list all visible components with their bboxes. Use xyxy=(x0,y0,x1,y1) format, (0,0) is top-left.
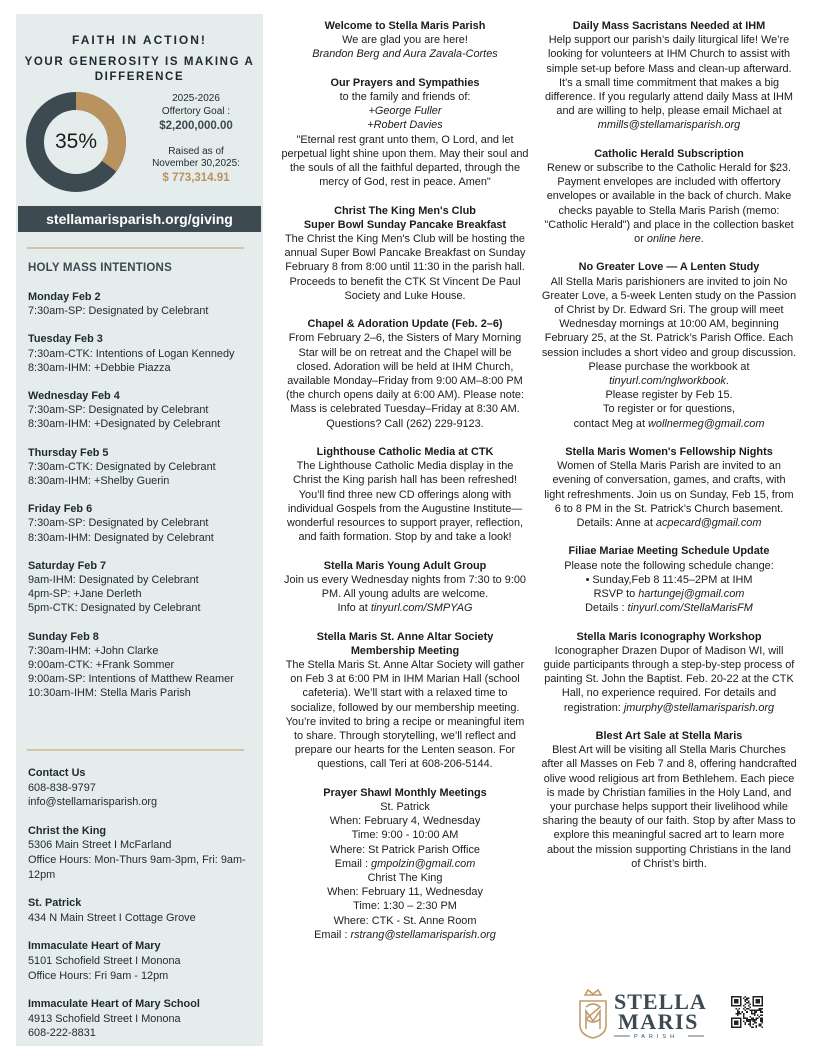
qr-module xyxy=(754,1020,756,1022)
info-prefix: Info at xyxy=(337,602,371,615)
meeting-email-line xyxy=(281,857,529,871)
mass-intention: 5pm-CTK: Designated by Celebrant xyxy=(28,602,201,615)
qr-module xyxy=(745,1007,747,1009)
logo-line-2: MARIS xyxy=(618,1009,699,1034)
qr-module xyxy=(757,1010,759,1012)
article-title: No Greater Love — A Lenten Study xyxy=(578,261,760,274)
article-body: Please note the following schedule change: xyxy=(564,559,774,572)
qr-module xyxy=(760,1010,762,1012)
qr-module xyxy=(758,1010,760,1012)
qr-module xyxy=(748,1023,750,1025)
qr-module xyxy=(746,1002,748,1004)
herald-article xyxy=(541,147,797,246)
blest-art-article xyxy=(541,729,797,871)
goal-year: 2025-2026 xyxy=(172,93,220,104)
qr-module xyxy=(761,1014,763,1016)
divider xyxy=(27,247,244,249)
contact-address: 434 N Main Street I Cottage Grove xyxy=(28,911,196,924)
qr-module xyxy=(749,1016,751,1018)
qr-module xyxy=(752,1019,754,1021)
qr-module xyxy=(749,1007,751,1009)
mass-intention: 7:30am-CTK: Designated by Celebrant xyxy=(28,460,216,473)
qr-module xyxy=(748,1002,750,1004)
chapel-article xyxy=(281,317,529,431)
mass-day-name: Tuesday Feb 3 xyxy=(28,333,103,346)
qr-module xyxy=(754,1010,756,1012)
logo-line-1: STELLA xyxy=(614,989,707,1014)
article-body xyxy=(541,33,797,132)
qr-module xyxy=(760,1020,762,1022)
contact-phone[interactable]: 608-838-9797 xyxy=(28,781,96,794)
contact-line xyxy=(541,417,797,431)
mass-intention: 10:30am-IHM: Stella Maris Parish xyxy=(28,687,191,700)
qr-module xyxy=(751,1017,753,1019)
qr-module xyxy=(746,1020,748,1022)
mass-day-name: Monday Feb 2 xyxy=(28,291,101,303)
raised-amount: $ 773,314.91 xyxy=(162,171,230,184)
qr-module xyxy=(748,1005,750,1007)
article-body: to the family and friends of: xyxy=(339,91,471,103)
article-subtitle: Membership Meeting xyxy=(350,644,460,657)
article-title: Filiae Mariae Meeting Schedule Update xyxy=(568,545,770,558)
contact-address: 5306 Main Street I McFarland xyxy=(28,839,172,852)
rsvp-line xyxy=(541,587,797,601)
qr-module xyxy=(760,1017,762,1019)
article-body: We are glad you are here! xyxy=(342,34,468,47)
details-prefix: Details: Anne at xyxy=(576,517,656,530)
qr-module xyxy=(745,996,747,998)
mass-intention: 8:30am-IHM: +Debbie Piazza xyxy=(28,361,171,374)
mass-day xyxy=(28,389,258,432)
article-title: Chapel & Adoration Update (Feb. 2–6) xyxy=(307,318,503,331)
schedule-item: • Sunday,Feb 8 11:45–2PM at IHM xyxy=(585,573,753,586)
meeting-where: Where: CTK - St. Anne Room xyxy=(333,914,477,927)
contact-hours: Office Hours: Mon-Thurs 9am-3pm, Fri: 9am-12pm xyxy=(28,853,246,881)
qr-module xyxy=(755,1017,757,1019)
contact-block xyxy=(28,997,258,1041)
article-body: Women of Stella Maris Parish are invited to an evening of conversation, games, and crafts, with light refreshments. Join us on Sunday, Feb 15, from 6 to 8 PM in the St. Patrick’s Church basement. xyxy=(544,460,794,515)
welcome-names: Brandon Berg and Aura Zavala-Cortes xyxy=(312,48,498,61)
contact-name: Immaculate Heart of Mary School xyxy=(28,998,200,1011)
qr-module xyxy=(752,1026,754,1028)
register-line: To register or for questions, xyxy=(603,403,735,416)
altar-society-article xyxy=(281,630,529,772)
prayer-shawl-article xyxy=(281,786,529,942)
qr-module xyxy=(737,1013,739,1015)
qr-module xyxy=(749,1023,751,1025)
contact-name: St. Patrick xyxy=(28,897,82,910)
qr-module xyxy=(754,1019,756,1021)
details-email[interactable]: acpecard@gmail.com xyxy=(655,517,762,530)
stella-maris-logo xyxy=(576,987,716,1039)
qr-module xyxy=(761,1011,763,1013)
mass-day xyxy=(28,630,258,701)
prayer-text: "Eternal rest grant unto them, O Lord, and let perpetual light shine upon them. May their soul and the souls of all the faithful departed, through the mercy of God, rest in peace. Amen" xyxy=(281,133,529,189)
qr-module xyxy=(739,1011,741,1013)
qr-module xyxy=(751,1026,753,1028)
lenten-study-article xyxy=(541,260,797,430)
email-prefix: Email : xyxy=(314,928,351,941)
qr-module xyxy=(761,1026,763,1028)
qr-module xyxy=(761,1008,763,1010)
qr-module xyxy=(758,1008,760,1010)
mass-day-name: Wednesday Feb 4 xyxy=(28,390,120,403)
mass-day-name: Friday Feb 6 xyxy=(28,503,93,516)
mass-day xyxy=(28,446,258,489)
details-link[interactable]: tinyurl.com/StellaMarisFM xyxy=(627,602,753,615)
goal-label: Offertory Goal : xyxy=(161,105,231,117)
qr-module xyxy=(761,1019,763,1021)
article-body xyxy=(541,161,797,246)
qr-module xyxy=(746,1008,748,1010)
article-text-suffix: . xyxy=(700,233,704,246)
qr-module xyxy=(760,1023,762,1025)
logo-tagline: PARISH xyxy=(634,1034,679,1039)
qr-module xyxy=(758,1023,760,1025)
qr-module xyxy=(743,1017,745,1019)
details-prefix: Details : xyxy=(585,602,628,615)
article-title: Welcome to Stella Maris Parish xyxy=(324,20,486,32)
article-title: Blest Art Sale at Stella Maris xyxy=(595,730,743,743)
mens-club-article xyxy=(281,204,529,303)
qr-module xyxy=(760,1008,762,1010)
article-body: Join us every Wednesday nights from 7:30 to 9:00 PM. All young adults are welcome. xyxy=(284,573,526,601)
contact-address: 5101 Schofield Street I Monona xyxy=(28,954,181,967)
meeting-email-line xyxy=(281,928,529,942)
meeting-when: When: February 11, Wednesday xyxy=(327,886,483,899)
article-text: Iconographer Drazen Dupor of Madison WI, will guide participants through a step-by-step process of painting St. John the Baptist. Feb. 20-22 at the CTK Hall, no experience required. For details and registration: xyxy=(543,644,795,714)
right-column xyxy=(541,19,797,885)
qr-module xyxy=(760,1019,762,1021)
info-line xyxy=(281,601,529,615)
qr-finder xyxy=(755,999,760,1004)
qr-module xyxy=(749,1025,751,1027)
qr-module xyxy=(761,1022,763,1024)
article-text: Help support our parish’s daily liturgical life! We’re looking for volunteers at IHM Church to assist with simple set-up before Mass and clean-up afterward. It’s a small time commitment that makes a big difference. If you regularly attend daily Mass at IHM and are willing to help, please email Michael at xyxy=(545,34,793,118)
mass-intention: 9am-IHM: Designated by Celebrant xyxy=(28,574,199,587)
middle-column xyxy=(281,19,529,956)
qr-module xyxy=(755,1022,757,1024)
meeting-email[interactable]: gmpolzin@gmail.com xyxy=(371,857,476,870)
contact-block xyxy=(28,824,258,882)
qr-module xyxy=(751,1013,753,1015)
qr-module xyxy=(748,1020,750,1022)
qr-module xyxy=(748,1019,750,1021)
mass-intention: 7:30am-SP: Designated by Celebrant xyxy=(28,517,209,530)
filiae-mariae-article xyxy=(541,544,797,615)
qr-module xyxy=(746,1017,748,1019)
qr-module xyxy=(761,1020,763,1022)
lighthouse-article xyxy=(281,445,529,544)
goal-amount: $2,200,000.00 xyxy=(159,120,233,132)
qr-module xyxy=(757,1017,759,1019)
article-body: From February 2–6, the Sisters of Mary Morning Star will be on retreat and the Chapel will be closed. Adoration will be held at IHM Church, available Monday–Friday from 9:00 AM–8:00 PM (the church opens daily at 6:00 AM). Please note: Mass is celebrated Tuesday–Friday at 8:30 AM. Questions? Call (262) 229-9123. xyxy=(286,332,524,430)
contact-block xyxy=(28,896,258,925)
deceased-name: +George Fuller xyxy=(368,105,442,118)
contact-email[interactable]: info@stellamarisparish.org xyxy=(28,796,158,809)
meeting-where: Where: St Patrick Parish Office xyxy=(330,843,480,856)
article-body: Blest Art will be visiting all Stella Maris Churches after all Masses on Feb 7 and 8, offering handcrafted olive wood religious art from Bethlehem. Each piece is made by Christian families in the Holy Land, and your purchase helps support their livelihood while sharing the beauty of our faith. Stop by after Mass to explore this meaningful sacred art to learn more about the mission supporting Christians in the land of Christ’s birth. xyxy=(541,744,797,870)
contact-prefix: contact Meg at xyxy=(573,417,649,430)
article-title: Daily Mass Sacristans Needed at IHM xyxy=(572,20,766,32)
qr-module xyxy=(745,1001,747,1003)
qr-module xyxy=(751,1019,753,1021)
meeting-when: When: February 4, Wednesday xyxy=(329,815,481,828)
qr-module xyxy=(755,1010,757,1012)
qr-module xyxy=(745,1017,747,1019)
qr-module xyxy=(746,1011,748,1013)
qr-finder xyxy=(734,999,739,1004)
qr-module xyxy=(758,1025,760,1027)
contact-name: Contact Us xyxy=(28,767,86,779)
sidebar-panel xyxy=(16,14,263,1046)
qr-module xyxy=(760,1025,762,1027)
mass-intentions-list xyxy=(28,290,258,715)
qr-module xyxy=(754,1011,756,1013)
qr-module xyxy=(737,1011,739,1013)
article-title: Stella Maris Young Adult Group xyxy=(323,559,487,572)
mass-intention: 8:30am-IHM: Designated by Celebrant xyxy=(28,531,214,544)
article-text: All Stella Maris parishioners are invited to join No Greater Love, a 5-week Lenten study on the Passion of Christ by Dr. Edward Sri. The group will meet Wednesday mornings at 10:00 AM, beginning February 25, at the St. Patrick’s Parish Office. Each session includes a short video and group discussion. Please purchase the workbook at xyxy=(541,275,797,373)
mass-intention: 7:30am-CTK: Intentions of Logan Kennedy xyxy=(28,347,235,360)
welcome-article xyxy=(281,19,529,62)
rsvp-email[interactable]: hartungej@gmail.com xyxy=(638,588,745,601)
qr-module xyxy=(751,1011,753,1013)
qr-module xyxy=(752,1023,754,1025)
qr-module xyxy=(755,1025,757,1027)
deceased-name: +Robert Davies xyxy=(367,119,443,132)
mass-intention: 9:00am-CTK: +Frank Sommer xyxy=(28,659,175,672)
mass-intention: 4pm-SP: +Jane Derleth xyxy=(28,588,142,601)
qr-module xyxy=(745,1010,747,1012)
qr-module xyxy=(743,1005,745,1007)
contact-block xyxy=(28,766,258,810)
register-by: Please register by Feb 15. xyxy=(605,389,733,402)
qr-module xyxy=(748,1001,750,1003)
divider xyxy=(27,749,244,751)
article-subtitle: Super Bowl Sunday Pancake Breakfast xyxy=(303,218,507,231)
mass-day xyxy=(28,332,258,375)
article-body xyxy=(541,644,797,715)
article-body: All Stella Maris parishioners are invited to join No Greater Love, a 5-week Lenten study on the Passion of Christ by Dr. Edward Sri. The group will meet Wednesday mornings at 10:00 AM, beginning February 25, at the St. Patrick’s Parish Office. Each session includes a short video and group discussion. Please purchase the workbook at tinyurl.com/nglworkbook. xyxy=(541,275,797,388)
contact-name: Christ the King xyxy=(28,824,107,837)
registration-email[interactable]: jmurphy@stellamarisparish.org xyxy=(623,701,775,714)
qr-module xyxy=(737,1010,739,1012)
qr-module xyxy=(751,1010,753,1012)
qr-module xyxy=(752,1013,754,1015)
qr-module xyxy=(743,998,745,1000)
qr-module xyxy=(757,1014,759,1016)
rsvp-prefix: RSVP to xyxy=(593,588,639,601)
qr-module xyxy=(736,1008,738,1010)
location-name: Christ The King xyxy=(367,872,443,885)
mass-intentions-heading: HOLY MASS INTENTIONS xyxy=(28,262,172,274)
mass-day-name: Thursday Feb 5 xyxy=(28,446,109,459)
qr-module xyxy=(749,1004,751,1006)
article-title: Stella Maris Women's Fellowship Nights xyxy=(565,446,773,459)
location-name: St. Patrick xyxy=(380,801,430,814)
meeting-time: Time: 9:00 - 10:00 AM xyxy=(351,829,459,842)
article-title: Our Prayers and Sympathies xyxy=(330,76,480,89)
qr-module xyxy=(740,1013,742,1015)
mass-intention: 7:30am-SP: Designated by Celebrant xyxy=(28,404,209,417)
qr-module xyxy=(752,1020,754,1022)
qr-module xyxy=(742,1011,744,1013)
qr-module xyxy=(752,1010,754,1012)
qr-module xyxy=(745,1022,747,1024)
contact-block xyxy=(28,939,258,983)
qr-module xyxy=(758,1016,760,1018)
qr-module xyxy=(746,1019,748,1021)
mass-day xyxy=(28,502,258,545)
qr-module xyxy=(755,1019,757,1021)
giving-link[interactable]: stellamarisparish.org/giving xyxy=(18,206,261,232)
qr-module xyxy=(755,1011,757,1013)
article-title: Prayer Shawl Monthly Meetings xyxy=(323,786,487,799)
article-title: Catholic Herald Subscription xyxy=(594,147,744,160)
qr-module xyxy=(748,1008,750,1010)
contact-phone[interactable]: 608-222-8831 xyxy=(28,1027,96,1040)
qr-module xyxy=(749,1022,751,1024)
qr-module xyxy=(761,1017,763,1019)
qr-module xyxy=(754,1014,756,1016)
contact-email[interactable]: mmills@stellamarisparish.org xyxy=(597,119,741,132)
mass-intention: 8:30am-IHM: +Shelby Guerin xyxy=(28,475,170,488)
info-link[interactable]: tinyurl.com/SMPYAG xyxy=(370,602,473,615)
qr-module xyxy=(736,1013,738,1015)
qr-module xyxy=(748,998,750,1000)
qr-module xyxy=(743,1020,745,1022)
article-text: Renew or subscribe to the Catholic Herald for $23. Payment envelopes are included with offertory envelopes or available in the back of church. Make checks payable to Stella Maris Parish (memo: "Catholic Herald") and place in the collection basket or xyxy=(544,162,794,246)
prayers-article xyxy=(281,76,529,190)
mass-intention: 9:00am-SP: Intentions of Matthew Reamer xyxy=(28,673,234,686)
womens-fellowship-article xyxy=(541,445,797,530)
article-title: Stella Maris Iconography Workshop xyxy=(576,630,762,643)
qr-code[interactable] xyxy=(731,996,763,1028)
article-title: Stella Maris St. Anne Altar Society xyxy=(316,630,494,643)
mass-day xyxy=(28,290,258,318)
qr-module xyxy=(760,1014,762,1016)
offertory-goal-box xyxy=(128,93,264,184)
mass-day-name: Sunday Feb 8 xyxy=(28,630,99,643)
email-prefix: Email : xyxy=(334,857,372,870)
qr-module xyxy=(752,1017,754,1019)
sacristans-article xyxy=(541,19,797,133)
qr-module xyxy=(746,998,748,1000)
details-line xyxy=(541,516,797,530)
online-link[interactable]: online here xyxy=(646,233,701,246)
young-adult-article xyxy=(281,559,529,616)
qr-module xyxy=(739,1008,741,1010)
giving-subtitle: YOUR GENEROSITY IS MAKING A DIFFERENCE xyxy=(24,56,255,83)
raised-label-1: Raised as of xyxy=(168,145,224,157)
qr-module xyxy=(743,1008,745,1010)
contact-email[interactable]: wollnermeg@gmail.com xyxy=(648,417,765,430)
qr-module xyxy=(745,1023,747,1025)
qr-finder xyxy=(734,1020,739,1025)
qr-module xyxy=(743,1014,745,1016)
qr-module xyxy=(745,999,747,1001)
mass-day xyxy=(28,559,258,616)
mass-intention: 8:30am-IHM: +Designated by Celebrant xyxy=(28,418,221,431)
qr-module xyxy=(749,1010,751,1012)
meeting-time: Time: 1:30 – 2:30 PM xyxy=(353,900,457,913)
article-title: Lighthouse Catholic Media at CTK xyxy=(316,446,494,459)
qr-module xyxy=(749,1020,751,1022)
meeting-email[interactable]: rstrang@stellamarisparish.org xyxy=(350,928,496,941)
contact-hours: Office Hours: Fri 9am - 12pm xyxy=(28,969,169,982)
article-body: The Christ the King Men's Club will be hosting the annual Super Bowl Pancake Breakfast on Sunday February 8 from 8:00 until 11:30 in the parish hall. Proceeds to benefit the CTK St Vincent De Paul Society and Luke House. xyxy=(284,233,526,302)
qr-module xyxy=(743,1013,745,1015)
qr-module xyxy=(743,1016,745,1018)
giving-title: FAITH IN ACTION! xyxy=(72,33,207,47)
qr-module xyxy=(754,1022,756,1024)
contact-address: 4913 Schofield Street I Monona xyxy=(28,1012,181,1025)
crest-icon xyxy=(580,990,606,1038)
contact-name: Immaculate Heart of Mary xyxy=(28,940,161,953)
workbook-link[interactable]: tinyurl.com/nglworkbook xyxy=(609,375,726,388)
raised-label-2: November 30,2025: xyxy=(152,158,240,169)
qr-module xyxy=(754,1013,756,1015)
mass-intention: 7:30am-IHM: +John Clarke xyxy=(28,644,159,657)
contact-list xyxy=(28,766,258,1055)
qr-module xyxy=(749,1019,751,1021)
qr-module xyxy=(760,1011,762,1013)
progress-percent-label: 35% xyxy=(54,130,98,153)
mass-intention: 7:30am-SP: Designated by Celebrant xyxy=(28,305,209,318)
article-title: Christ The King Men's Club xyxy=(334,204,476,217)
details-line xyxy=(541,601,797,615)
qr-module xyxy=(739,1013,741,1015)
article-body: The Stella Maris St. Anne Altar Society will gather on Feb 3 at 6:00 PM in IHM Marian Hall (school cafeteria). We’ll start with a relaxed time to socialize, followed by our membership meeting. You’re invited to bring a recipe or meaningful item to share. Through storytelling, we’ll reflect and prepare our hearts for the Lenten season. For questions, call Teri at 608-206-5144. xyxy=(285,659,525,771)
mass-day-name: Saturday Feb 7 xyxy=(28,559,107,572)
qr-module xyxy=(755,1026,757,1028)
qr-module xyxy=(746,999,748,1001)
iconography-article xyxy=(541,630,797,715)
qr-module xyxy=(737,1014,739,1016)
article-body: The Lighthouse Catholic Media display in the Christ the King parish hall has been refreshed! You’ll find three new CD offerings along with individual Gospels from the Augustine Institute—wonderful resources to support prayer, reflection, and faith formation. Stop by and take a look! xyxy=(286,460,524,544)
qr-module xyxy=(745,1004,747,1006)
